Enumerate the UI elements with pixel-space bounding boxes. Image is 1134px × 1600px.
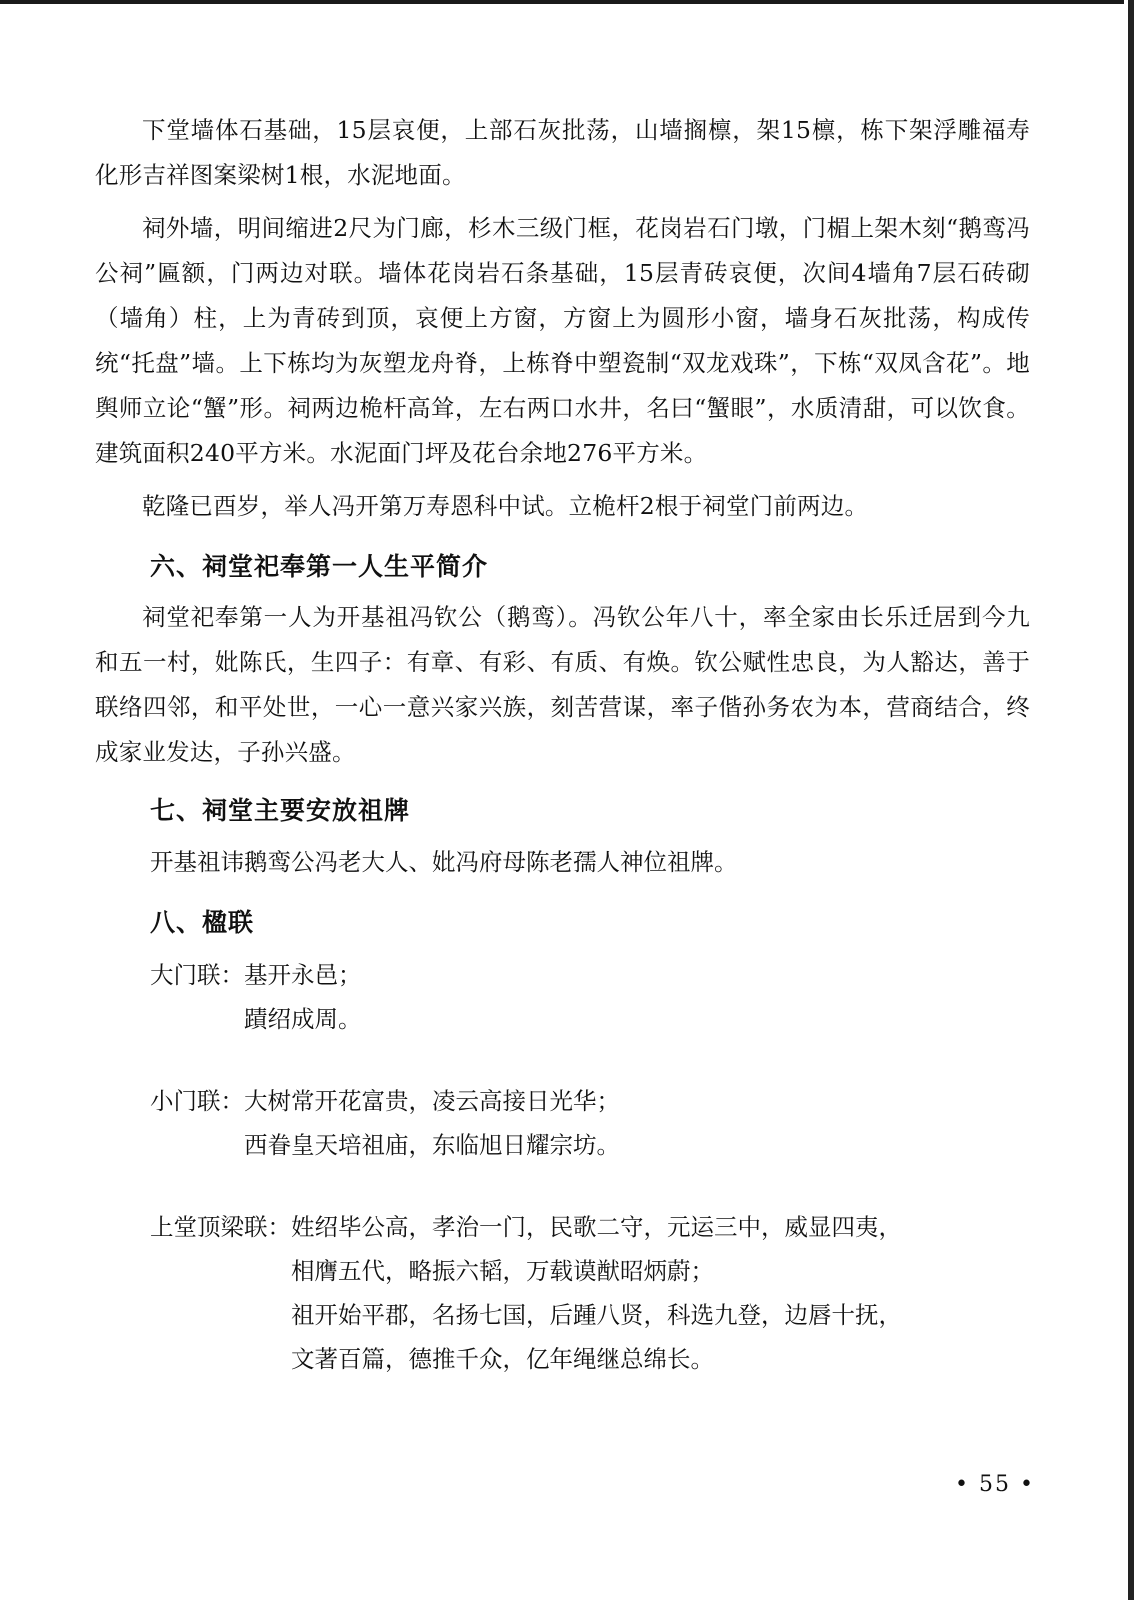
paragraph-outer-wall: 祠外墙，明间缩进2尺为门廊，杉木三级门框，花岗岩石门墩，门楣上架木刻“鹅鸾冯公祠”匾额，门两边对联。墙体花岗岩石条基础，15层青砖哀便，次间4墙角7层石砖砌（墙角）柱，上为青砖到顶，哀便上方窗，方窗上为圆形小窗，墙身石灰批荡，构成传统“托盘”墙。上下栋均为灰塑龙舟脊，上栋脊中塑瓷制“双龙戏珠”，下栋“双凤含花”。地舆师立论“蟹”形。祠两边桅杆高耸，左右两口水井，名曰“蟹眼”，水质清甜，可以饮食。建筑面积240平方米。水泥面门坪及花台余地276平方米。 [95,214,1030,467]
couplet-label: 小门联： [150,1087,244,1115]
couplet-upper-hall-beam [95,1205,1030,1381]
couplet-line: 蹟绍成周。 [244,1005,362,1033]
couplet-side-gate [95,1079,1030,1167]
section7-text: 开基祖讳鹅鸾公冯老大人、妣冯府母陈老孺人神位祖牌。 [150,848,738,876]
page-body [95,108,1030,1381]
paragraph-lower-hall: 下堂墙体石基础，15层哀便，上部石灰批荡，山墙搁檩，架15檩，栋下架浮雕福寿化形吉祥图案梁树1根，水泥地面。 [95,116,1030,189]
couplet-line: 文著百篇，德推千众，亿年绳继总绵长。 [291,1345,714,1373]
couplet-line: 大树常开花富贵，凌云高接日光华； [244,1087,620,1115]
couplet-main-gate [95,953,1030,1041]
scan-edge-top [0,0,1134,12]
couplet-line: 相膺五代，略振六韬，万载谟猷昭炳蔚； [291,1257,714,1285]
section8-heading: 八、楹联 [150,908,255,937]
paragraph-qianlong: 乾隆已酉岁，举人冯开第万寿恩科中试。立桅杆2根于祠堂门前两边。 [142,492,869,520]
couplet-line: 祖开始平郡，名扬七国，后踵八贤，科选九登，边唇十抚， [291,1301,902,1329]
section7-heading: 七、祠堂主要安放祖牌 [150,796,411,825]
section6-heading: 六、祠堂祀奉第一人生平简介 [150,552,489,581]
section6-text: 祠堂祀奉第一人为开基祖冯钦公（鹅鸾）。冯钦公年八十，率全家由长乐迁居到今九和五一村，妣陈氏，生四子：有章、有彩、有质、有焕。钦公赋性忠良，为人豁达，善于联络四邻，和平处世，一心一意兴家兴族，刻苦营谋，率子偕孙务农为本，营商结合，终成家业发达，子孙兴盛。 [95,603,1030,766]
couplet-line: 姓绍毕公高，孝治一门，民歌二守，元运三中，威显四夷， [291,1213,902,1241]
couplet-label: 大门联： [150,961,244,989]
couplet-line: 基开永邑； [244,961,362,989]
couplet-line: 西眷皇天培祖庙，东临旭日耀宗坊。 [244,1131,620,1159]
scan-edge-right [1124,0,1134,1600]
page-number: • 55 • [955,1472,1035,1497]
couplet-label: 上堂顶梁联： [150,1213,291,1241]
